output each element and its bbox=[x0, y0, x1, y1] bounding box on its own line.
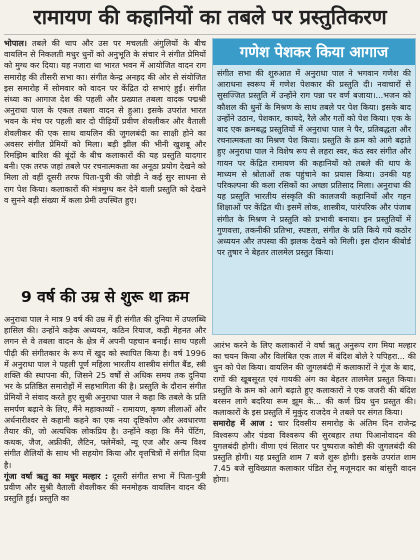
highlight-text-1: दूसरी संगीत सभा में पिता-पुत्री प्रवीण और सुश्री वैताली शेवलीकर की मनमोहक वायलिन वादन की प्रस्तुति हुई। प्रस्तुति का bbox=[4, 471, 207, 504]
article-para-5 bbox=[213, 418, 416, 485]
article-column-right bbox=[213, 340, 416, 486]
article-para-4: आरंभ करने के लिए कलाकारों ने वर्षा ऋतु अनुरूप राग मिया मल्हार का चयन किया और विलंबित एक ताल में बंदिश बोले रे पपिहरा... की धुन को पेश किया। वायलिन की जुगलबंदी में कलाकारों ने गूंज के बाद, रागों की खूबसूरत एवं गायकी अंग का बेहतर तालमेल प्रस्तुत किया। प्रस्तुति के क्रम को आगे बढ़ाते हुए कलाकारों ने एक जजरी की बंदिश बरसन लागे बदरिया रूम झूम के... की कर्ण प्रिय धुन प्रस्तुत की। कलाकारों के इस प्रस्तुति में मुकुंद राजदेव ने तबले पर संगत किया। bbox=[213, 341, 416, 418]
article-para-1-text: तबले की थाप और उस पर मचलती अंगुलियों के बीच वायलिन से निकलती मधुर धुनों को अनुभूति के संचार ने संगीत प्रेमियों को मुग्ध कर दिया। यह नजारा था भारत भवन में आयोजित वादन राग समारोह की तीसरी सभा का। संगीत केन्द्र अनहद की ओर से संयोजित इस समारोह में सोमवार को वादन पर केंद्रित दो सभाएं हुईं। संगीत संध्या का आगाज देश की पहली और प्रख्यात तबला वादक पद्मश्री अनुराधा पाल के एकल तबला वादन से हुआ। इसके उपरांत भारत भवन के मंच पर पहली बार दो पीढ़ियों प्रवीण शेवलीकर और वैताली शेवलीकर की एक साथ वायलिन की जुगलबंदी का साक्षी होने का अवसर संगीत प्रेमियों को मिला। बड़ी झील की भीनी खुशबू और रिमझिम बारिश की बूंदों के बीच कलाकारों की यह प्रस्तुति यादगार बनी। एक तरफ जहां तबले पर रचनात्मकता का अनूठा प्रयोग देखने को मिला तो वहीं दूसरी तरफ पिता-पुत्री की जोड़ी ने कई सुर साधना से राग पेश किया। कलाकारों की मंत्रमुग्ध कर देने वाली प्रस्तुति को देखने व सुनने बड़ी संख्या में कला प्रेमी उपस्थित हुए। bbox=[4, 39, 206, 205]
highlight-lead-1: गूंजा वर्षा ऋतु का मधुर मल्हार : bbox=[4, 471, 109, 481]
article-column-left-2 bbox=[4, 314, 206, 504]
sidebar-box bbox=[212, 38, 416, 335]
article-para-1 bbox=[4, 38, 206, 206]
subheading: 9 वर्ष की उम्र से शुरू था क्रम bbox=[21, 288, 189, 306]
sidebar-box-title: गणेश पेशकर किया आगाज bbox=[213, 39, 415, 65]
headline: रामायण की कहानियों का तबले पर प्रस्तुतिकरण bbox=[33, 5, 387, 29]
dateline: भोपाल। bbox=[4, 39, 27, 48]
headline-rule bbox=[4, 34, 416, 35]
article-para-3 bbox=[4, 471, 206, 505]
highlight-text-2: चार दिवसीय समारोह के अंतिम दिन राजेन्द्र विश्वरूप और पंडवा विश्वरूप की सुरबहार तथा पिआनोवादन की युगलबंदी होगी। वीणा एवं सितार पर पुष्पराज कोष्टी की जुगलबंदी की प्रस्तुति होगी। यह प्रस्तुति शाम 7 बजे शुरू होगी। इसके उपरांत शाम 7.45 बजे सुविख्यात कलाकार पंडित रोनू मजूमदार का बांसुरी वादन होगा। bbox=[213, 419, 416, 485]
sidebar-box-body: संगीत सभा की शुरुआत में अनुराधा पाल ने भगवान गणेश की आराधना स्वरूप में गणेश पेशकार की प्रस्तुति दी। नवाचारों से सुसज्जित प्रस्तुति में उन्होंने राग पन्ना पर वर्ण बजाया।...भजन को कौशल की धुनों के मिश्रण के साथ तबले पर पेश किया। इसके बाद उन्होंने उठान, पेशकार, कायदे, रैले और गतों को पेश किया। एक के बाद एक क्रमबद्ध प्रस्तुतियों में अनुराधा पाल ने पैर, प्रतिबद्धता और रचनात्मकता का मिश्रण पेश किया। प्रस्तुति के क्रम को आगे बढ़ाते हुए अनुराधा पाल ने विशेष रूप से लहरा स्वर, कंठ स्वर संगीत और गायन पर केंद्रित रामायण की कहानियों को तबले की थाप के माध्यम से श्रोताओं तक पहुंचाने का प्रयास किया। उनकी यह परिकल्पना की कला रसिकों का अच्छा प्रतिसाद मिला। अनुराधा की यह प्रस्तुति भारतीय संस्कृति की कालजयी कहानियों और गहन शिक्षाओं पर केंद्रित थी। इसमें लोक, शास्त्रीय, पारंपरिक और पंजाब संगीत के मिश्रण ने प्रस्तुति को प्रभावी बनाया। इन प्रस्तुतियों में गुणवत्ता, तकनीकी प्रतिभा, स्पष्टता, संगीत के प्रति किये गये कठोर अध्ययन और तपस्या की झलक देखने को मिली। इस दौरान कीबोर्ड पर तुषार ने बेहतर तालमेल प्रस्तुत किया। bbox=[217, 69, 411, 258]
article-column-left bbox=[4, 38, 206, 206]
article-para-2: अनुराधा पाल ने मात्र 9 वर्ष की उम्र में ही संगीत की दुनिया में उपलब्धि हासिल की। उन्होंने कड़ेक अध्ययन, कठिन रियाज, कड़ी मेहनत और लगन से वे तबला वादन के क्षेत्र में अपनी पहचान बनाईं। साथ पहली पीढ़ी की संगीतकार के रूप में खुद को स्थापित किया है। वर्ष 1996 में अनुराधा पाल ने पहली पूर्ण महिला भारतीय शास्त्रीय संगीत बैंड, स्त्री शक्ति की स्थापना की, जिसने 25 वर्षों से अधिक समय तक दुनिया भर के प्रतिष्ठित समारोहों में सहभागिता की है। प्रस्तुति के दौरान संगीत प्रेमियों ने संवाद करते हुए सुश्री अनुराधा पाल ने कहा कि तबले के प्रति समर्पण बढ़ाने के लिए, मैंने महाकाव्यों - रामायण, कृष्ण लीलाओं और अर्धनारीश्वर से कहानी कहने का एक नया दृष्टिकोण और अवधारणा तैयार की, जो अत्यधिक लोकप्रिय है। उन्होंने कहा कि मैंने पेंटिंग, कथक, जैज, अफ्रीकी, लैटिन, फ्लेमेंको, न्यू एज और अन्य विश्व संगीत शैलियों के साथ भी सहयोग किया और वृत्तचित्रों में संगीत दिया है। bbox=[4, 315, 206, 470]
highlight-lead-2: समारोह में आज : bbox=[213, 419, 273, 429]
